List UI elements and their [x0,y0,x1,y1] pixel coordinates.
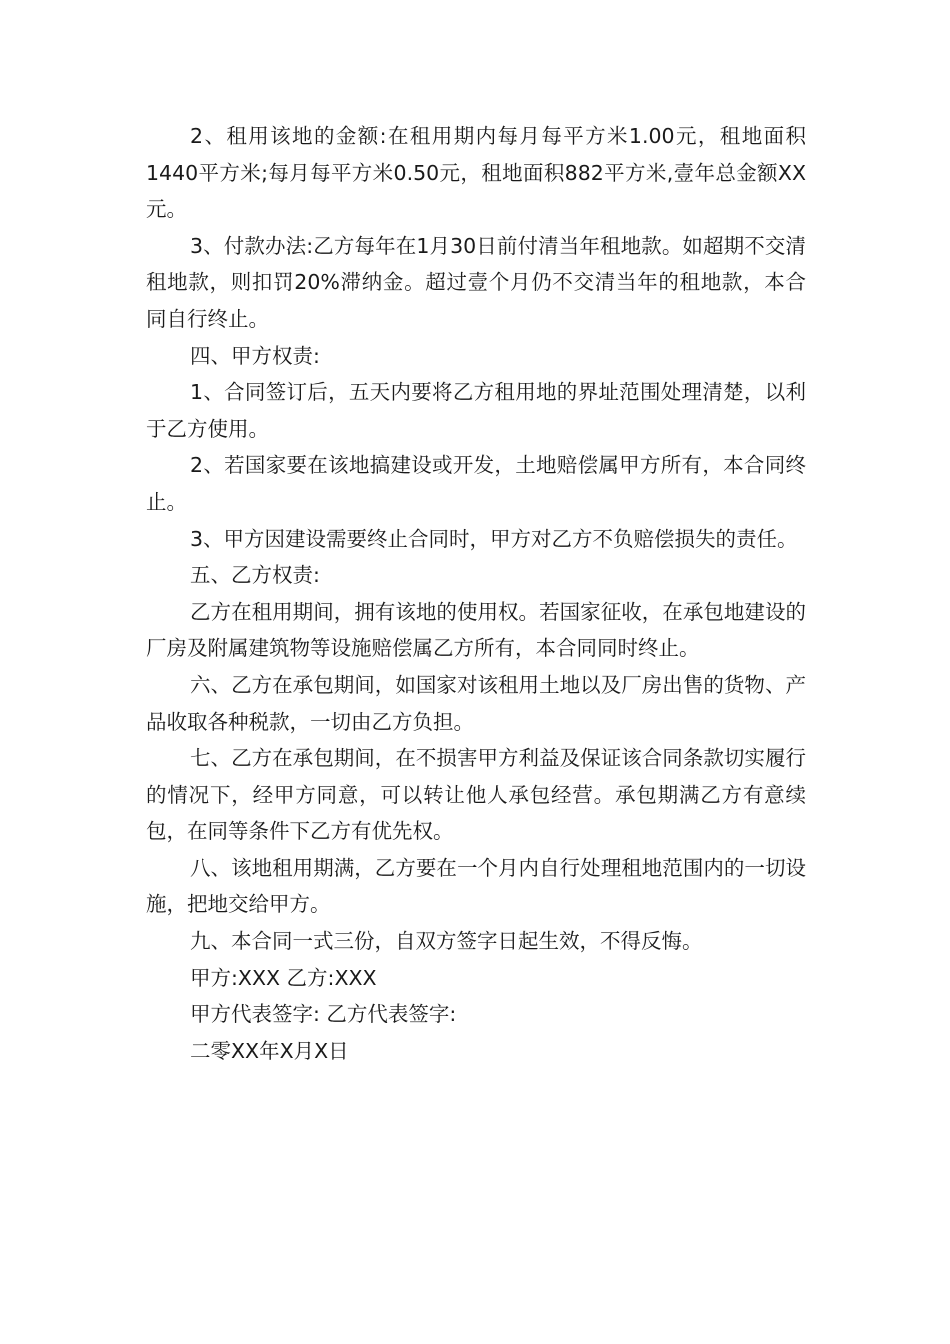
clause-party-a-3: 3、甲方因建设需要终止合同时，甲方对乙方不负赔偿损失的责任。 [190,526,798,551]
clause-party-a-2: 2、若国家要在该地搞建设或开发，土地赔偿属甲方所有，本合同终止。 [146,453,806,514]
clause-copies: 九、本合同一式三份，自双方签字日起生效，不得反悔。 [190,929,703,954]
clause-taxes: 六、乙方在承包期间，如国家对该租用土地以及厂房出售的货物、产品收取各种税款，一切由乙方负担。 [146,672,806,734]
signature-representatives: 甲方代表签字: 乙方代表签字: [190,1002,457,1027]
signature-date: 二零XX年X月X日 [190,1038,349,1063]
signature-parties: 甲方:XXX 乙方:XXX [190,965,377,990]
clause-rent-amount: 2、租用该地的金额:在租用期内每月每平方米1.00元，租地面积1440平方米;每月每平方米0.50元，租地面积882平方米,壹年总金额XX元。 [146,124,806,222]
clause-transfer: 七、乙方在承包期间，在不损害甲方利益及保证该合同条款切实履行的情况下，经甲方同意，可以转让他人承包经营。承包期满乙方有意续包，在同等条件下乙方有优先权。 [146,746,806,844]
clause-payment-method: 3、付款办法:乙方每年在1月30日前付清当年租地款。如超期不交清租地款，则扣罚20%滞纳金。超过壹个月仍不交清当年的租地款，本合同自行终止。 [146,233,806,331]
section-heading-party-b: 五、乙方权责: [190,563,320,588]
document-page [146,118,806,1069]
clause-party-a-1: 1、合同签订后，五天内要将乙方租用地的界址范围处理清楚，以利于乙方使用。 [146,380,806,441]
clause-party-b-rights: 乙方在租用期间，拥有该地的使用权。若国家征收，在承包地建设的厂房及附属建筑物等设施赔偿属乙方所有，本合同同时终止。 [146,599,806,661]
clause-expiry: 八、该地租用期满，乙方要在一个月内自行处理租地范围内的一切设施，把地交给甲方。 [146,855,806,917]
section-heading-party-a: 四、甲方权责: [190,343,320,368]
